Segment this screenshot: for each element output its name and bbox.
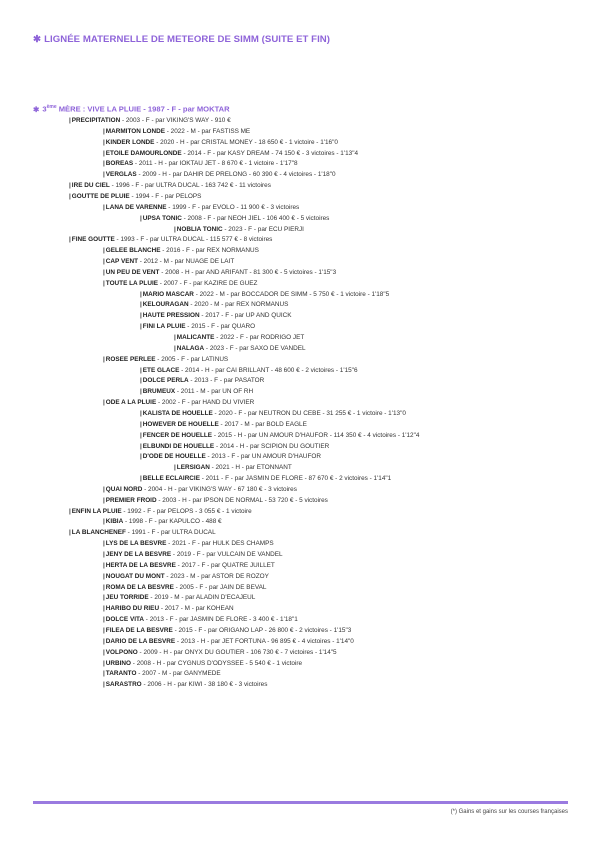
tree-connector: | [103, 203, 105, 211]
horse-details: - 2022 - M - par BOCCADOR DE SIMM - 5 750 € - 1 victoire - 1'18"5 [193, 290, 390, 298]
pedigree-entry [103, 256, 234, 267]
horse-name: LANA DE VARENNE [105, 203, 167, 211]
horse-details: - 2017 - F - par QUATRE JUILLET [175, 561, 275, 569]
section-heading [33, 104, 230, 114]
tree-connector: | [103, 160, 105, 168]
tree-connector: | [103, 171, 105, 179]
horse-details: - 2019 - M - par ALADIN D'ECAJEUL [148, 594, 256, 602]
pedigree-entry [69, 180, 271, 191]
horse-name: ETOILE DAMOURLONDE [105, 149, 182, 157]
horse-details: - 2020 - M - par REX NORMANUS [188, 301, 289, 309]
tree-connector: | [174, 344, 176, 352]
horse-name: ROSEE PERLEE [105, 355, 156, 363]
horse-name: LA BLANCHENEF [71, 529, 126, 537]
pedigree-entry [103, 538, 274, 549]
horse-name: MALICANTE [176, 334, 215, 341]
horse-name: TARANTO [105, 670, 137, 678]
pedigree-entry [140, 213, 329, 224]
horse-details: - 2006 - H - par KIWI - 38 180 € - 3 victoires [141, 681, 268, 689]
tree-connector: | [140, 420, 142, 428]
horse-details: - 2008 - H - par AND ARIFANT - 81 300 € - 5 victoires - 1'15"3 [159, 268, 337, 276]
pedigree-entry [140, 299, 288, 310]
horse-details: - 2003 - F - par VIKING'S WAY - 910 € [120, 117, 231, 124]
horse-name: FINI LA PLUIE [142, 323, 186, 331]
tree-connector: | [103, 138, 105, 146]
horse-name: QUAI NORD [105, 485, 143, 493]
horse-details: - 2008 - F - par NEOH JIEL - 106 400 € - 5 victoires [181, 214, 330, 222]
horse-details: - 1993 - F - par ULTRA DUCAL - 115 577 € - 8 victoires [114, 236, 273, 244]
pedigree-entry [103, 484, 297, 495]
horse-details: - 2015 - F - par QUARO [185, 323, 256, 331]
pedigree-entry [103, 582, 266, 593]
horse-name: JEU TORRIDE [105, 594, 149, 602]
horse-details: - 2023 - M - par ASTOR DE ROZOY [164, 572, 269, 580]
horse-name: DARIO DE LA BESVRE [105, 637, 176, 645]
horse-details: - 2023 - F - par SAXO DE VANDEL [204, 344, 306, 352]
pedigree-entry [103, 625, 351, 636]
horse-name: MARMITON LONDE [105, 127, 165, 135]
horse-details: - 2013 - F - par UN AMOUR D'HAUFOR [205, 453, 321, 461]
tree-connector: | [140, 431, 142, 439]
pedigree-entry [103, 679, 267, 690]
pedigree-entry [69, 527, 216, 538]
tree-connector: | [103, 659, 105, 667]
horse-details: - 2014 - F - par KASY DREAM - 74 150 € - 3 victoires - 1'13"4 [181, 149, 359, 157]
horse-name: FINE GOUTTE [71, 236, 115, 244]
horse-details: - 2020 - F - par NEUTRON DU CEBE - 31 255 € - 1 victoire - 1'13"0 [212, 409, 406, 417]
tree-connector: | [103, 551, 105, 558]
horse-name: KIBIA [105, 518, 124, 526]
horse-details: - 1991 - F - par ULTRA DUCAL [125, 529, 216, 537]
tree-connector: | [140, 301, 142, 309]
horse-details: - 2017 - M - par KOHEAN [159, 605, 234, 613]
pedigree-entry [174, 332, 304, 343]
pedigree-entry [103, 560, 275, 571]
horse-name: NALAGA [176, 344, 205, 352]
pedigree-entry [103, 278, 257, 289]
footer-divider [33, 801, 568, 804]
horse-details: - 2020 - H - par CRISTAL MONEY - 18 650 € - 1 victoire - 1'16"0 [154, 138, 338, 146]
tree-connector: | [140, 214, 142, 222]
pedigree-entry [103, 636, 354, 647]
pedigree-entry [140, 419, 307, 430]
tree-connector: | [140, 475, 142, 483]
tree-connector: | [103, 268, 105, 276]
tree-connector: | [103, 496, 105, 504]
section-title: MÈRE : VIVE LA PLUIE - 1987 - F - par MOKTAR [56, 104, 230, 114]
tree-connector: | [140, 453, 142, 461]
tree-connector: | [103, 648, 105, 656]
horse-name: HERTA DE LA BESVRE [105, 561, 176, 569]
tree-connector: | [103, 399, 105, 407]
pedigree-entry [69, 506, 252, 517]
tree-connector: | [103, 626, 105, 634]
pedigree-entry [103, 148, 358, 159]
tree-connector: | [103, 583, 105, 591]
tree-connector: | [103, 637, 105, 645]
tree-connector: | [140, 409, 142, 417]
horse-details: - 2012 - M - par NUAGE DE LAIT [138, 258, 235, 266]
tree-connector: | [103, 594, 105, 602]
tree-connector: | [103, 149, 105, 157]
tree-connector: | [174, 464, 176, 472]
horse-details: - 1999 - F - par EVOLO - 11 900 € - 3 victoires [166, 203, 300, 211]
pedigree-entry [103, 158, 298, 169]
tree-connector: | [174, 225, 176, 233]
horse-details: - 2013 - F - par PASATOR [188, 377, 265, 385]
horse-name: KALISTA DE HOUELLE [142, 409, 213, 417]
pedigree-entry [140, 451, 321, 462]
horse-name: NOBLIA TONIC [176, 225, 223, 233]
horse-name: LERSIGAN [176, 464, 210, 472]
tree-connector: | [103, 681, 105, 689]
pedigree-entry [140, 289, 389, 300]
pedigree-entry [69, 115, 231, 126]
horse-name: ROMA DE LA BESVRE [105, 583, 174, 591]
tree-connector: | [103, 485, 105, 493]
horse-details: - 2009 - H - par DAHIR DE PRELONG - 60 390 € - 4 victoires - 1'18"0 [136, 171, 336, 179]
horse-name: BELLE ECLAIRCIE [142, 475, 200, 483]
horse-details: - 2014 - H - par CAI BRILLANT - 48 600 € - 2 victoires - 1'15"6 [179, 366, 358, 374]
tree-connector: | [140, 290, 142, 298]
pedigree-entry [140, 441, 329, 452]
tree-connector: | [140, 323, 142, 331]
tree-connector: | [69, 529, 71, 537]
horse-details: - 2011 - F - par JASMIN DE FLORE - 87 670 € - 2 victoires - 1'14"1 [199, 475, 392, 483]
tree-connector: | [174, 334, 176, 341]
horse-name: NOUGAT DU MONT [105, 572, 165, 580]
horse-name: HAUTE PRESSION [142, 312, 200, 320]
horse-details: - 2019 - F - par VULCAIN DE VANDEL [171, 551, 283, 558]
horse-details: - 2022 - F - par RODRIGO JET [214, 334, 305, 341]
tree-connector: | [103, 572, 105, 580]
horse-details: - 2003 - H - par IPSON DE NORMAL - 53 720 € - 5 victoires [156, 496, 328, 504]
horse-details: - 1994 - F - par PELOPS [129, 192, 202, 200]
horse-details: - 2013 - H - par JET FORTUNA - 96 895 € - 4 victoires - 1'14"0 [175, 637, 354, 645]
horse-name: PREMIER FROID [105, 496, 157, 504]
horse-details: - 2017 - F - par UP AND QUICK [199, 312, 292, 320]
horse-details: - 2016 - F - par REX NORMANUS [160, 247, 259, 255]
tree-connector: | [103, 247, 105, 255]
horse-details: - 2011 - H - par IOKTAU JET - 8 670 € - 1 victoire - 1'17"8 [133, 160, 298, 168]
section-rank-suffix: ème [46, 104, 57, 110]
pedigree-entry [103, 202, 299, 213]
tree-connector: | [103, 127, 105, 135]
pedigree-entry [103, 267, 336, 278]
page-title: LIGNÉE MATERNELLE DE METEORE DE SIMM (SUITE ET FIN) [44, 34, 331, 45]
horse-details: - 2013 - F - par JASMIN DE FLORE - 3 400 € - 1'18"1 [144, 616, 298, 624]
horse-name: PRECIPITATION [71, 117, 121, 124]
horse-name: FENCER DE HOUELLE [142, 431, 213, 439]
pedigree-entry [103, 126, 250, 137]
horse-name: SARASTRO [105, 681, 142, 689]
tree-connector: | [140, 366, 142, 374]
horse-name: GOUTTE DE PLUIE [71, 192, 130, 200]
pedigree-entry [103, 354, 228, 365]
star-icon: ✱ [33, 34, 42, 45]
horse-details: - 1996 - F - par ULTRA DUCAL - 163 742 € - 11 victoires [109, 182, 271, 190]
horse-details: - 2005 - F - par JAIN DE BEVAL [173, 583, 267, 591]
horse-name: ENFIN LA PLUIE [71, 507, 122, 515]
pedigree-entry [103, 658, 302, 669]
pedigree-entry [103, 647, 337, 658]
horse-details: - 1998 - F - par KAPULCO - 488 € [123, 518, 222, 526]
horse-name: TOUTE LA PLUIE [105, 279, 158, 287]
pedigree-entry [103, 169, 336, 180]
horse-name: KINDER LONDE [105, 138, 155, 146]
horse-details: - 2022 - M - par FASTISS ME [164, 127, 251, 135]
pedigree-entry [103, 549, 283, 560]
horse-name: KELOURAGAN [142, 301, 189, 309]
pedigree-entry [140, 365, 358, 376]
horse-name: VERGLAS [105, 171, 137, 179]
tree-connector: | [103, 258, 105, 266]
horse-details: - 1992 - F - par PELOPS - 3 055 € - 1 victoire [121, 507, 252, 515]
pedigree-entry [140, 375, 264, 386]
pedigree-entry [103, 668, 221, 679]
horse-name: HOWEVER DE HOUELLE [142, 420, 219, 428]
pedigree-entry [69, 191, 201, 202]
horse-name: LYS DE LA BESVRE [105, 540, 167, 548]
pedigree-entry [103, 516, 222, 527]
horse-name: JENY DE LA BESVRE [105, 551, 172, 558]
horse-name: ETE GLACE [142, 366, 180, 374]
horse-name: IRE DU CIEL [71, 182, 110, 190]
horse-name: BOREAS [105, 160, 134, 168]
tree-connector: | [103, 605, 105, 613]
pedigree-entry [103, 245, 259, 256]
pedigree-entry [140, 310, 292, 321]
horse-details: - 2015 - H - par UN AMOUR D'HAUFOR - 114 350 € - 4 victoires - 1'12"4 [212, 431, 420, 439]
horse-name: UN PEU DE VENT [105, 268, 160, 276]
horse-details: - 2017 - M - par BOLD EAGLE [218, 420, 307, 428]
tree-connector: | [140, 388, 142, 396]
pedigree-entry [174, 224, 304, 235]
horse-details: - 2007 - M - par GANYMEDE [136, 670, 221, 678]
pedigree-entry [140, 473, 391, 484]
horse-name: D'ODE DE HOUELLE [142, 453, 206, 461]
section-rank: 3 [42, 104, 47, 114]
horse-name: ELBUNDI DE HOUELLE [142, 442, 215, 450]
tree-connector: | [103, 561, 105, 569]
pedigree-entry [103, 614, 298, 625]
pedigree-entry [103, 592, 255, 603]
tree-connector: | [103, 616, 105, 624]
tree-connector: | [69, 117, 71, 124]
horse-details: - 2023 - F - par ECU PIERJI [222, 225, 304, 233]
tree-connector: | [103, 670, 105, 678]
pedigree-entry [103, 603, 234, 614]
horse-name: ODE A LA PLUIE [105, 399, 157, 407]
pedigree-entry [103, 495, 328, 506]
star-icon: ✱ [33, 104, 40, 114]
horse-details: - 2007 - F - par KAZIRE DE GUEZ [158, 279, 258, 287]
pedigree-entry [174, 343, 306, 354]
horse-name: URBINO [105, 659, 132, 667]
tree-connector: | [140, 442, 142, 450]
tree-connector: | [69, 182, 71, 190]
tree-connector: | [103, 518, 105, 526]
tree-connector: | [140, 312, 142, 320]
horse-name: CAP VENT [105, 258, 138, 266]
horse-name: MARIO MASCAR [142, 290, 194, 298]
page-header [33, 34, 330, 45]
horse-details: - 2021 - H - par ETONNANT [209, 464, 292, 472]
pedigree-entry [140, 321, 255, 332]
horse-details: - 2021 - F - par HULK DES CHAMPS [166, 540, 274, 548]
horse-name: DOLCE PERLA [142, 377, 189, 385]
pedigree-entry [103, 137, 338, 148]
horse-details: - 2008 - H - par CYGNUS D'ODYSSEE - 5 540 € - 1 victoire [131, 659, 302, 667]
tree-connector: | [103, 540, 105, 548]
horse-details: - 2014 - H - par SCIPION DU GOUTIER [214, 442, 330, 450]
pedigree-entry [140, 408, 406, 419]
pedigree-entry [103, 571, 269, 582]
pedigree-entry [140, 430, 419, 441]
tree-connector: | [69, 192, 71, 200]
horse-details: - 2002 - F - par HAND DU VIVIER [156, 399, 255, 407]
horse-name: VOLPONO [105, 648, 138, 656]
footnote: (*) Gains et gains sur les courses françaises [450, 809, 568, 815]
horse-name: FILEA DE LA BESVRE [105, 626, 173, 634]
horse-details: - 2011 - M - par UN OF RH [175, 388, 254, 396]
pedigree-entry [174, 462, 292, 473]
pedigree-entry [103, 397, 254, 408]
tree-connector: | [103, 355, 105, 363]
pedigree-entry [140, 386, 253, 397]
tree-connector: | [103, 279, 105, 287]
tree-connector: | [69, 507, 71, 515]
horse-name: DOLCE VITA [105, 616, 145, 624]
horse-name: BRUMEUX [142, 388, 176, 396]
horse-name: HARIBO DU RIEU [105, 605, 160, 613]
horse-name: UPSA TONIC [142, 214, 182, 222]
tree-connector: | [140, 377, 142, 385]
pedigree-entry [69, 234, 272, 245]
horse-details: - 2005 - F - par LATINUS [155, 355, 229, 363]
tree-connector: | [69, 236, 71, 244]
horse-details: - 2009 - H - par ONYX DU GOUTIER - 106 730 € - 7 victoires - 1'14"5 [137, 648, 337, 656]
horse-details: - 2004 - H - par VIKING'S WAY - 67 180 € - 3 victoires [142, 485, 297, 493]
horse-name: GELEE BLANCHE [105, 247, 161, 255]
horse-details: - 2015 - F - par ORIGANO LAP - 26 800 € - 2 victoires - 1'15"3 [172, 626, 352, 634]
